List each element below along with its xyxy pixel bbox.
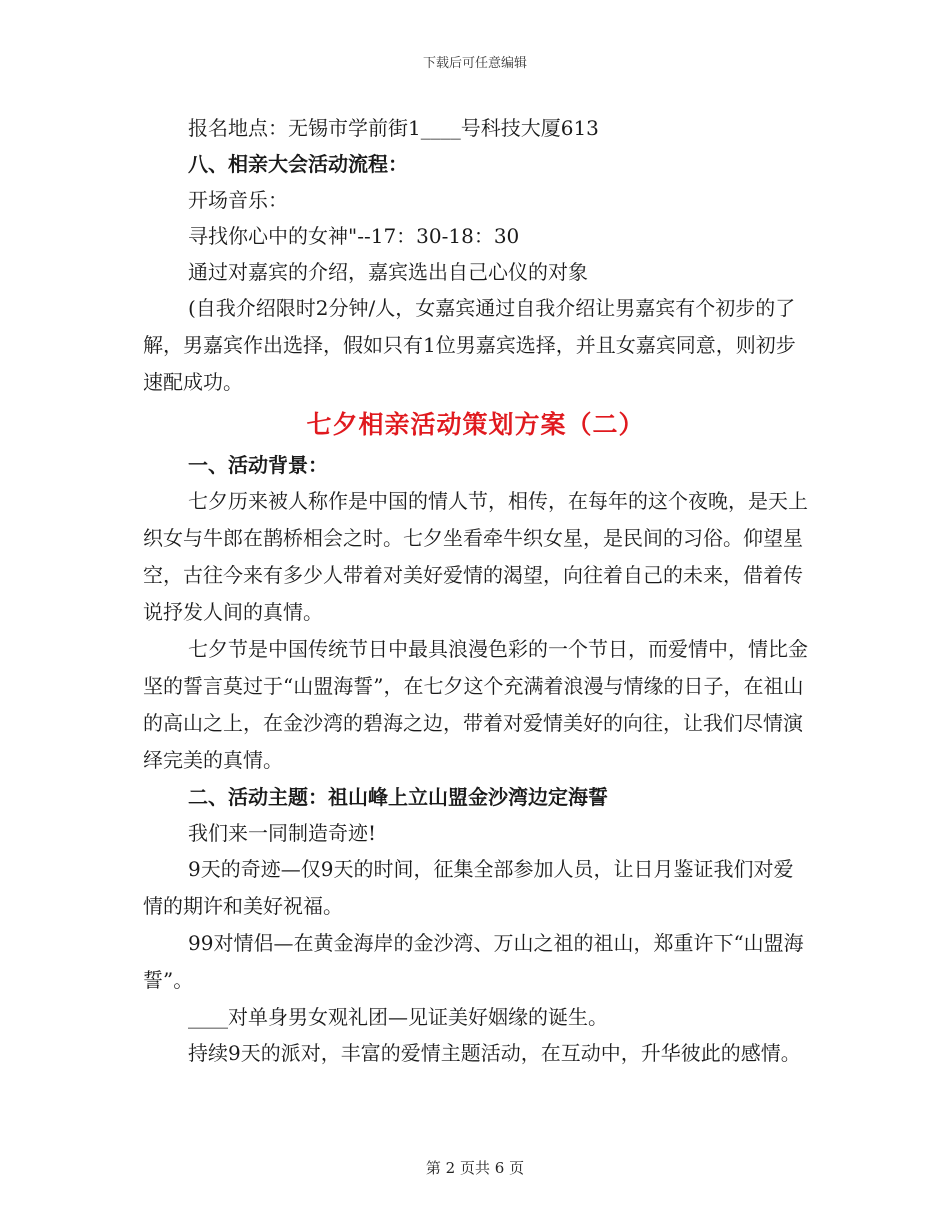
opening-music: 开场音乐： (188, 188, 288, 212)
page-indicator: 第 2 页共 6 页 (425, 1159, 525, 1177)
document-title: 七夕相亲活动策划方案（二） (306, 410, 645, 439)
theme-paragraph-3: 99对情侣—在黄金海岸的金沙湾、万山之祖的祖山，郑重许下“山盟海誓”。 (143, 931, 804, 992)
theme-line-4: ____对单身男女观礼团—见证美好姻缘的诞生。 (188, 1005, 608, 1029)
theme-paragraph-5: 持续9天的派对，丰富的爱情主题活动，在互动中，升华彼此的感情。 (188, 1041, 801, 1065)
theme-paragraph-2: 9天的奇迹—仅9天的时间，征集全部参加人员，让日月鉴证我们对爱情的期许和美好祝福。 (143, 857, 794, 918)
intro-line: 通过对嘉宾的介绍，嘉宾选出自己心仪的对象 (188, 260, 588, 284)
background-paragraph-2: 七夕节是中国传统节日中最具浪漫色彩的一个节日，而爱情中，情比金坚的誓言莫过于“山盟海誓”，在七夕这个充满着浪漫与情缘的日子，在祖山的高山之上，在金沙湾的碧海之边，带着对爱情美好的向往，让我们尽情演绎完美的真情。 (143, 637, 808, 772)
rule-paragraph: (自我介绍限时2分钟/人，女嘉宾通过自我介绍让男嘉宾有个初步的了解，男嘉宾作出选择，假如只有1位男嘉宾选择，并且女嘉宾同意，则初步速配成功。 (143, 296, 796, 394)
header-note: 下载后可任意编辑 (422, 56, 527, 71)
background-paragraph-1: 七夕历来被人称作是中国的情人节，相传，在每年的这个夜晚，是天上织女与牛郎在鹊桥相会之时。七夕坐看牵牛织女星，是民间的习俗。仰望星空，古往今来有多少人带着对美好爱情的渴望，向往着自己的未来，借着传说抒发人间的真情。 (143, 489, 808, 624)
goddess-line: 寻找你心中的女神"--17：30-18：30 (188, 224, 520, 248)
section-heading-8: 八、相亲大会活动流程： (188, 152, 408, 176)
theme-line-1: 我们来一同制造奇迹! (188, 821, 377, 845)
section-heading-1: 一、活动背景： (188, 453, 328, 477)
document-body (143, 110, 808, 1072)
section-heading-2: 二、活动主题：祖山峰上立山盟金沙湾边定海誓 (188, 785, 608, 809)
signup-location: 报名地点：无锡市学前街1____号科技大厦613 (188, 116, 599, 140)
